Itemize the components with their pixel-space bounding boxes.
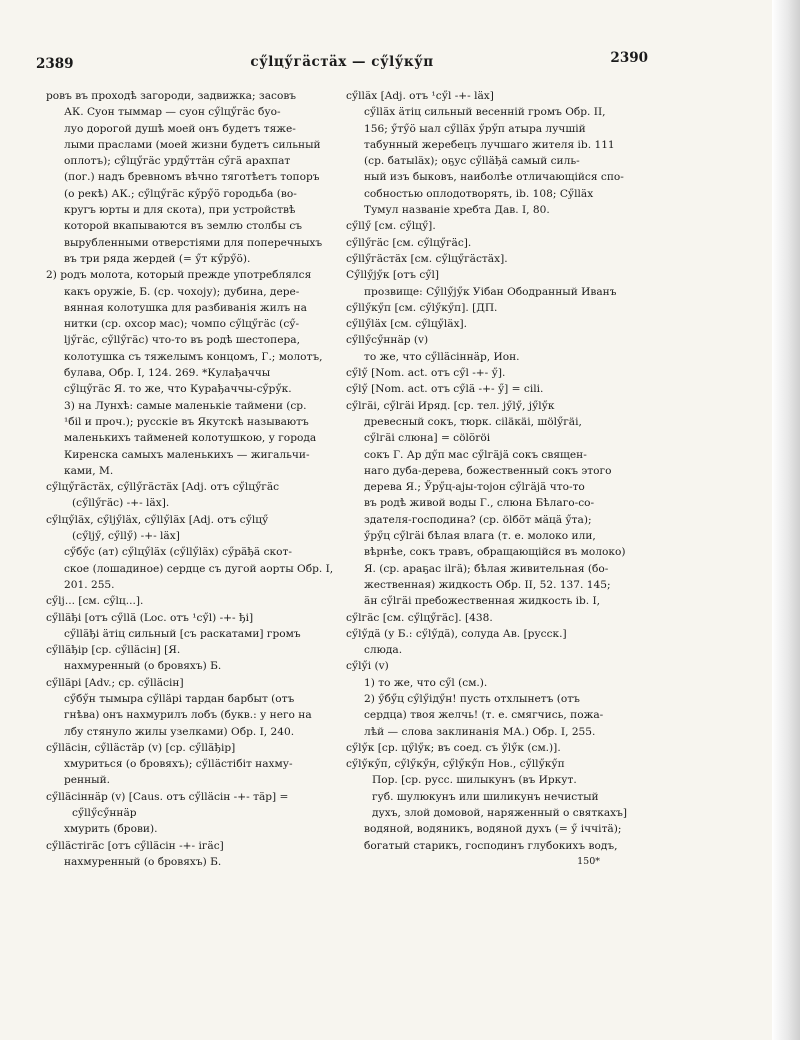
text-line: наго дуба-дерева, божественный сокъ этого — [364, 464, 612, 477]
text-line: 2) ӳбӳц сӳlӳiдӳн! пусть отхлынетъ (отъ — [364, 692, 580, 705]
text-line: 201. 255. — [64, 578, 115, 591]
text-line: lјӳгӓс, сӳllӳгӓс) что-то въ родѣ шестопера, — [64, 334, 300, 347]
text-line: сӳlгӓi, сӳlгӓi Иряд. [ср. тел. јӳlӳ, јӳlӳк — [346, 399, 555, 412]
text-line: сӳllӓстiгӓс [отъ сӳllӓсiн -+- iгӓс] — [46, 839, 224, 852]
text-line: сӳllӓђi [отъ сӳllӓ (Loc. отъ ¹сӳl) -+- ђi] — [46, 611, 254, 624]
text-line: ӓн сӳlгӓi пребожественная жидкость ib. I, — [364, 595, 601, 608]
text-line: ренный. — [64, 774, 111, 787]
text-line: вѣрнѣе, сокъ травъ, обращающійся въ молоко) — [364, 546, 626, 559]
text-line: маленькихъ тайменей колотушкою, у города — [64, 432, 317, 445]
text-line: 3) на Лунхѣ: самые маленькіе таймени (ср. — [64, 399, 307, 412]
left-column — [46, 88, 340, 870]
text-line: сӳlгӓс [см. сӳlцӳгӓс]. [438. — [346, 611, 493, 624]
text-line: ское (лошадиное) сердце съ дугой аорты Обр. I, — [64, 562, 334, 575]
text-line: ный изъ быковъ, наиболѣе отличающійся спо- — [364, 171, 624, 184]
text-line: 2) родъ молота, который прежде употреблялся — [46, 269, 312, 282]
right-column — [346, 88, 646, 870]
page-number-left: 2389 — [36, 56, 74, 72]
text-line: дерева Я.; Ӳрӳц-ајы-тојон сӳlгӓјӓ что-то — [364, 481, 585, 494]
text-line: сӳlӳкӳп, сӳlӳкӳн, сӳlӳкӳп Нов., сӳllӳкӳп — [346, 758, 565, 771]
text-line: луо дорогой душѣ моей онъ будетъ тяже- — [64, 122, 296, 135]
text-line: сӳбӳс (ат) сӳlцӳlӓх (сӳllӳlӓх) сӳрӓђӓ скот- — [64, 546, 292, 559]
text-line: которой вкапываются въ землю столбы съ — [64, 220, 302, 233]
text-line: гнѣва) онъ нахмурилъ лобъ (букв.: у него на — [64, 709, 312, 722]
text-line: табунный жеребецъ лучшаго жителя ib. 111 — [364, 138, 615, 151]
text-line: сӳllӳlӓх [см. сӳlцӳlӓх]. — [346, 318, 468, 331]
text-line: сӳlӳ [Nom. act. отъ сӳl -+- ӳ]. — [346, 367, 506, 380]
text-line: Тумул названіе хребта Дав. I, 80. — [364, 204, 550, 217]
text-line: духъ, злой домовой, наряженный о святкахъ] — [372, 807, 627, 820]
text-line: 1) то же, что сӳl (см.). — [364, 676, 488, 689]
signature-mark: 150* — [577, 855, 600, 867]
text-line: сӳlцӳгӓстӓх, сӳllӳгӓстӓх [Adj. отъ сӳlцӳгӓс — [46, 481, 280, 494]
text-line: богатый старикъ, господинъ глубокихъ водъ, — [364, 839, 618, 852]
text-line: сӳllӳсӳннӓр — [72, 807, 137, 820]
text-line: ровъ въ проходѣ загороди, задвижка; засовъ — [46, 90, 297, 102]
text-line: въ три ряда жердей (= ӳт кӳрӳӧ). — [64, 252, 251, 265]
page-number-right: 2390 — [610, 50, 648, 66]
text-line: сӳllӓђiр [ср. сӳllӓсiн] [Я. — [46, 644, 181, 657]
text-line: прозвище: Сӳllӳјӳк Уiбан Ободранный Иванъ — [364, 285, 617, 298]
running-title: сӳlцӳгӓстӓх — сӳlӳкӳп — [250, 54, 434, 70]
text-line: Киренска самыхъ маленькихъ — жигальчи- — [64, 448, 310, 461]
text-line: сӳlӳк [ср. цӳlӳк; въ соед. съ ӳlӳк (см.)]. — [346, 741, 561, 754]
text-line: сокъ Г. Ар дӳп мас сӳlгӓjӓ сокъ священ- — [364, 448, 587, 461]
page-header — [36, 50, 648, 72]
text-line: губ. шулюкунъ или шиликунъ нечистый — [372, 790, 599, 803]
text-line: сӳlцӳlӓх, сӳlјӳlӓх, сӳllӳlӓх [Adj. отъ сӳlцӳ — [46, 513, 269, 526]
text-line: сӳlӳдӓ (у Б.: сӳlӳдӓ), солуда Ав. [русск.] — [346, 627, 567, 640]
text-line: (пог.) надъ бревномъ вѣчно тяготѣетъ топоръ — [64, 171, 320, 184]
text-line: Я. (ср. араҕас ilгӓ); бѣлая живительная (бо- — [364, 562, 609, 575]
text-line: 156; ӳтӳӧ ыал сӳllӓх ӳрӳп атыра лучшій — [364, 122, 586, 135]
text-line: сӳllӳсӳннӓр (v) — [346, 334, 429, 347]
text-line: сӳllӓх [Adj. отъ ¹сӳl -+- lӓх] — [346, 90, 494, 102]
text-line: (сӳlјӳ, сӳllӳ) -+- lӓх] — [72, 530, 180, 543]
text-line: сӳllӓсiн, сӳllӓстӓр (v) [ср. сӳllӓђiр] — [46, 741, 236, 754]
text-line: сӳlгӓi слюна] = сölӧröi — [364, 432, 491, 445]
text-line: собностью оплодотворять, ib. 108; Сӳllӓх — [364, 187, 594, 200]
text-line: хмурить (брови). — [64, 823, 158, 836]
text-line: булава, Обр. I, 124. 269. *Кулађаччы — [64, 367, 271, 380]
text-line: Сӳllӳјӳк [отъ сӳl] — [346, 269, 440, 282]
text-line: вырубленными отверстіями для поперечныхъ — [64, 236, 323, 249]
text-line: лыми праслами (моей жизни будетъ сильный — [64, 138, 321, 151]
text-line: сӳllӓрi [Adv.; ср. сӳllӓсiн] — [46, 676, 184, 689]
text-line: нахмуренный (о бровяхъ) Б. — [64, 660, 222, 673]
text-line: въ родѣ живой воды Г., слюна Бѣлаго-со- — [364, 497, 595, 510]
text-line: жественная) жидкость Обр. II, 52. 137. 145; — [364, 578, 611, 591]
text-line: ками, М. — [64, 464, 114, 477]
text-line: то же, что сӳllӓсiннӓр, Ион. — [364, 350, 520, 363]
text-line: сӳllӳгӓс [см. сӳlцӳгӓс]. — [346, 236, 472, 249]
text-line: сӳllӳ [см. сӳlцӳ]. — [346, 220, 436, 233]
text-line: сӳllӓх ӓтiц сильный весенній громъ Обр. II, — [364, 106, 606, 119]
text-line: лбу стянуло жилы узелками) Обр. I, 240. — [64, 725, 295, 738]
text-line: сердца) твоя желчь! (т. е. смягчись, пожа- — [364, 709, 604, 722]
text-line: водяной, водяникъ, водяной духъ (= ӳ iччiтӓ); — [364, 823, 622, 836]
text-line: лѣй — слова заклинанія МА.) Обр. I, 255. — [364, 725, 596, 738]
text-line: АК. Суон тыммар — суон сӳlцӳгӓс буо- — [64, 106, 281, 119]
text-line: ¹бil и проч.); русскіе въ Якутскѣ называютъ — [64, 415, 309, 428]
scan-edge-shadow — [772, 0, 800, 1040]
text-line: сӳбӳн тымыра сӳllӓрi тардан барбыт (отъ — [64, 692, 295, 705]
text-line: древесный сокъ, тюрк. сiläкäi, шölӳгäi, — [364, 415, 582, 428]
text-line: сӳllӓђi ӓтiц сильный [съ раскатами] громъ — [64, 627, 301, 640]
text-line: сӳlӳi (v) — [346, 660, 389, 673]
text-line: (ср. батыlӓх); оҕус сӳllӓђӓ самый силь- — [364, 155, 580, 168]
text-line: сӳllӓсiннӓр (v) [Caus. отъ сӳllӓсiн -+- тӓр] = — [46, 790, 289, 803]
text-line: сӳlј... [см. сӳlц...]. — [46, 595, 144, 608]
text-line: ӳрӳц сӳlгӓi бѣлая влага (т. е. молоко или, — [364, 530, 596, 543]
text-line: Пор. [ср. русс. шилыкунъ (въ Иркут. — [372, 774, 577, 787]
text-line: хмуриться (о бровяхъ); сӳllӓстiбiт нахму- — [64, 758, 293, 771]
text-line: какъ оружіе, Б. (ср. чохоjу); дубина, дере- — [64, 285, 300, 298]
text-line: сӳllӳгӓстӓх [см. сӳlцӳгӓстӓх]. — [346, 252, 508, 265]
text-line: (сӳllӳгӓс) -+- lӓх]. — [72, 497, 170, 510]
text-line: слюда. — [364, 644, 403, 657]
text-line: оплотъ); сӳlцӳгӓс урдӳттӓн сӳгӓ арахпат — [64, 155, 291, 168]
text-line: сӳllӳкӳп [см. сӳlӳкӳп]. [ДП. — [346, 301, 498, 314]
text-line: нахмуренный (о бровяхъ) Б. — [64, 855, 222, 868]
text-line: здателя-господина? (ср. ölбӧт мӓцӓ ӳта); — [364, 513, 592, 526]
text-line: кругъ юрты и для скота), при устройствѣ — [64, 204, 296, 217]
text-line: вянная колотушка для разбиванія жилъ на — [64, 301, 307, 314]
text-line: нитки (ср. охсор мас); чомпо сӳlцӳгӓс (сӳ- — [64, 318, 300, 331]
text-line: сӳlцӳгӓс Я. то же, что Курађаччы-сӳрӳк. — [64, 383, 292, 396]
text-line: (о рекѣ) АК.; сӳlцӳгӓс кӳрӳӧ городьба (во- — [64, 187, 297, 200]
text-line: колотушка съ тяжелымъ концомъ, Г.; молотъ, — [64, 350, 323, 363]
text-line: сӳlӳ [Nom. act. отъ сӳlӓ -+- ӳ] = сili. — [346, 383, 544, 396]
